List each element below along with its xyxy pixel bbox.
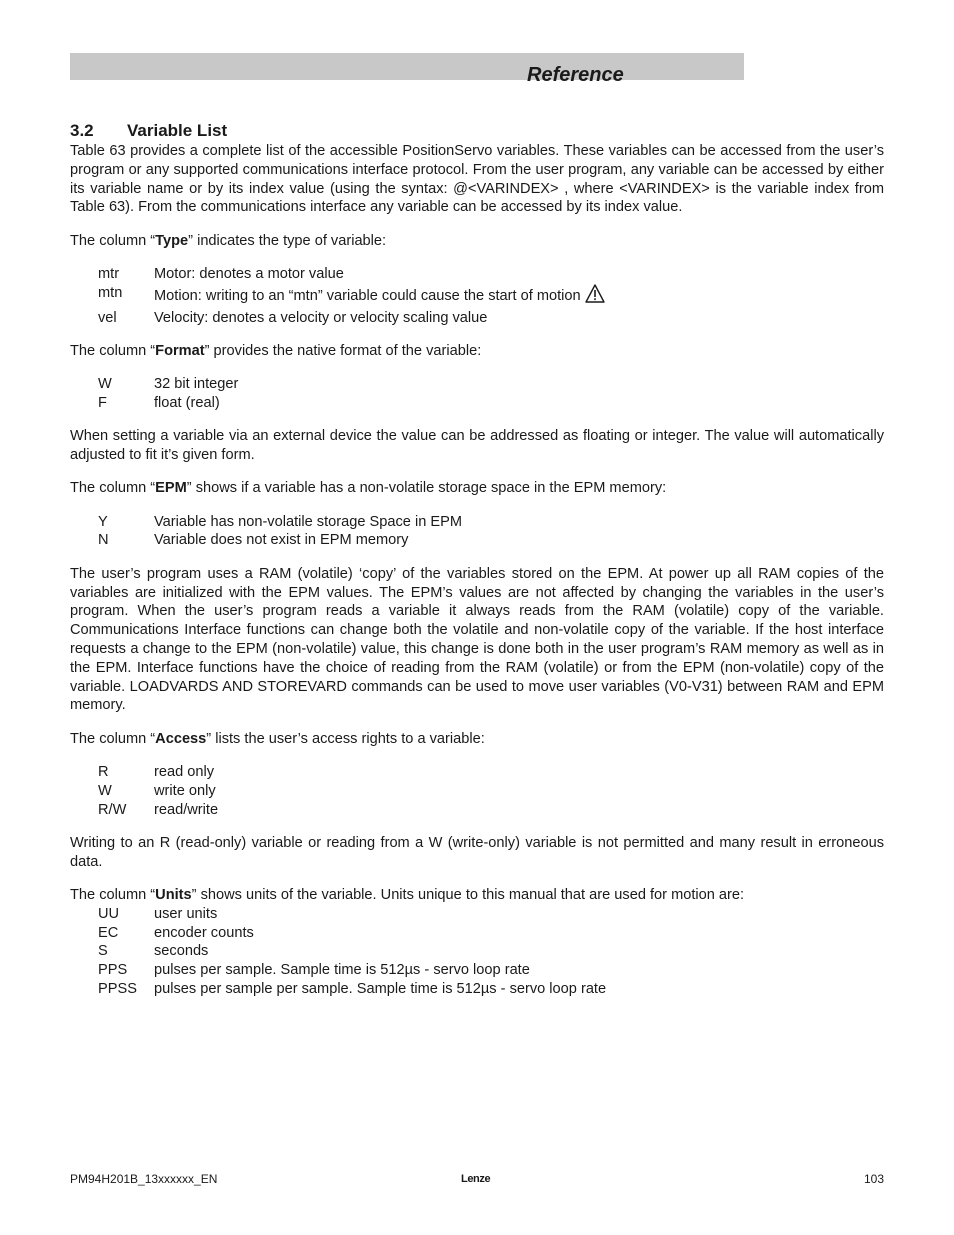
type-list: [70, 265, 884, 327]
section-heading: [70, 120, 884, 142]
intro-paragraph: Table 63 provides a complete list of the accessible PositionServo variables. These variables can be accessed from the user’s program or any supported communications interface protocol. From the user program, any variable can be accessed by either its variable name or by its index value (using the syntax: @<VARINDEX> , where <VARINDEX> is the variable index from Table 63). From the communications interface any variable can be accessed by its index value.: [70, 143, 884, 216]
list-item: R read only: [98, 763, 215, 780]
access-column-name: Access: [155, 730, 207, 747]
section-title: Variable List: [127, 121, 228, 140]
list-item: PPSS pulses per sample per sample. Sample time is 512µs - servo loop rate: [98, 980, 607, 997]
ram-epm-paragraph: The user’s program uses a RAM (volatile) ‘copy’ of the variables stored on the EPM. At power up all RAM copies of the variables are initialized with the EPM values. The EPM’s values are not affected by changing the variables in the user’s program. When the user’s program reads a variable it always reads from the RAM (volatile) copy of the variable. Communications Interface functions can change both the volatile and non-volatile copy of the variable. If the host interface requests a change to the EPM (non-volatile) value, this change is done both in the user program’s RAM memory as well as in the EPM. Interface functions have the choice of reading from the RAM (volatile) or from the EPM (non-volatile) copy of the variable. LOADVARDS AND STOREVARD commands can be used to move user variables (V0-V31) between RAM and EPM memory.: [70, 565, 884, 714]
page-content: [70, 120, 884, 999]
list-item: W write only: [98, 782, 216, 799]
format-column-intro: The column “Format” provides the native format of the variable:: [70, 342, 482, 359]
list-item: vel Velocity: denotes a velocity or velocity scaling value: [98, 309, 488, 326]
footer-brand: Lenze: [461, 1173, 491, 1185]
footer-page-number: 103: [863, 1172, 884, 1186]
epm-column-name: EPM: [155, 480, 187, 497]
page-footer: [70, 1172, 884, 1190]
list-item: mtr Motor: denotes a motor value: [98, 265, 344, 282]
footer-doc-id: PM94H201B_13xxxxxx_EN: [70, 1172, 218, 1186]
epm-list: [70, 513, 884, 551]
list-item: R/W read/write: [98, 801, 219, 818]
type-column-intro: The column “Type” indicates the type of variable:: [70, 232, 387, 249]
external-device-paragraph: When setting a variable via an external device the value can be addressed as floating or integer. The value will automatically adjusted to fit it’s given form.: [70, 428, 884, 464]
list-item: S seconds: [98, 943, 209, 960]
header-bar: [70, 53, 744, 80]
access-list: [70, 763, 884, 819]
list-item: W 32 bit integer: [98, 376, 239, 393]
epm-column-intro: The column “EPM” shows if a variable has a non-volatile storage space in the EPM memory:: [70, 480, 667, 497]
header-title: Reference: [527, 64, 624, 86]
units-column-intro: The column “Units” shows units of the variable. Units unique to this manual that are used for motion are:: [70, 886, 745, 903]
access-column-intro: The column “Access” lists the user’s access rights to a variable:: [70, 730, 485, 747]
warning-triangle-icon: [585, 284, 605, 309]
list-item: N Variable does not exist in EPM memory: [98, 532, 409, 549]
list-item: EC encoder counts: [98, 924, 254, 941]
list-item: mtn Motion: writing to an “mtn” variable could cause the start of motion: [70, 284, 884, 309]
access-note-paragraph: Writing to an R (read-only) variable or reading from a W (write-only) variable is not permitted and many result in erroneous data.: [70, 834, 884, 870]
format-column-name: Format: [155, 342, 205, 359]
list-item: PPS pulses per sample. Sample time is 512µs - servo loop rate: [98, 962, 530, 979]
list-item: F float (real): [98, 394, 220, 411]
units-list: [70, 905, 884, 999]
units-column-name: Units: [155, 886, 192, 903]
section-number: 3.2: [70, 121, 94, 140]
type-column-name: Type: [155, 232, 189, 249]
list-item: Y Variable has non-volatile storage Space in EPM: [98, 513, 462, 530]
format-list: [70, 375, 884, 413]
list-item: UU user units: [98, 905, 218, 922]
